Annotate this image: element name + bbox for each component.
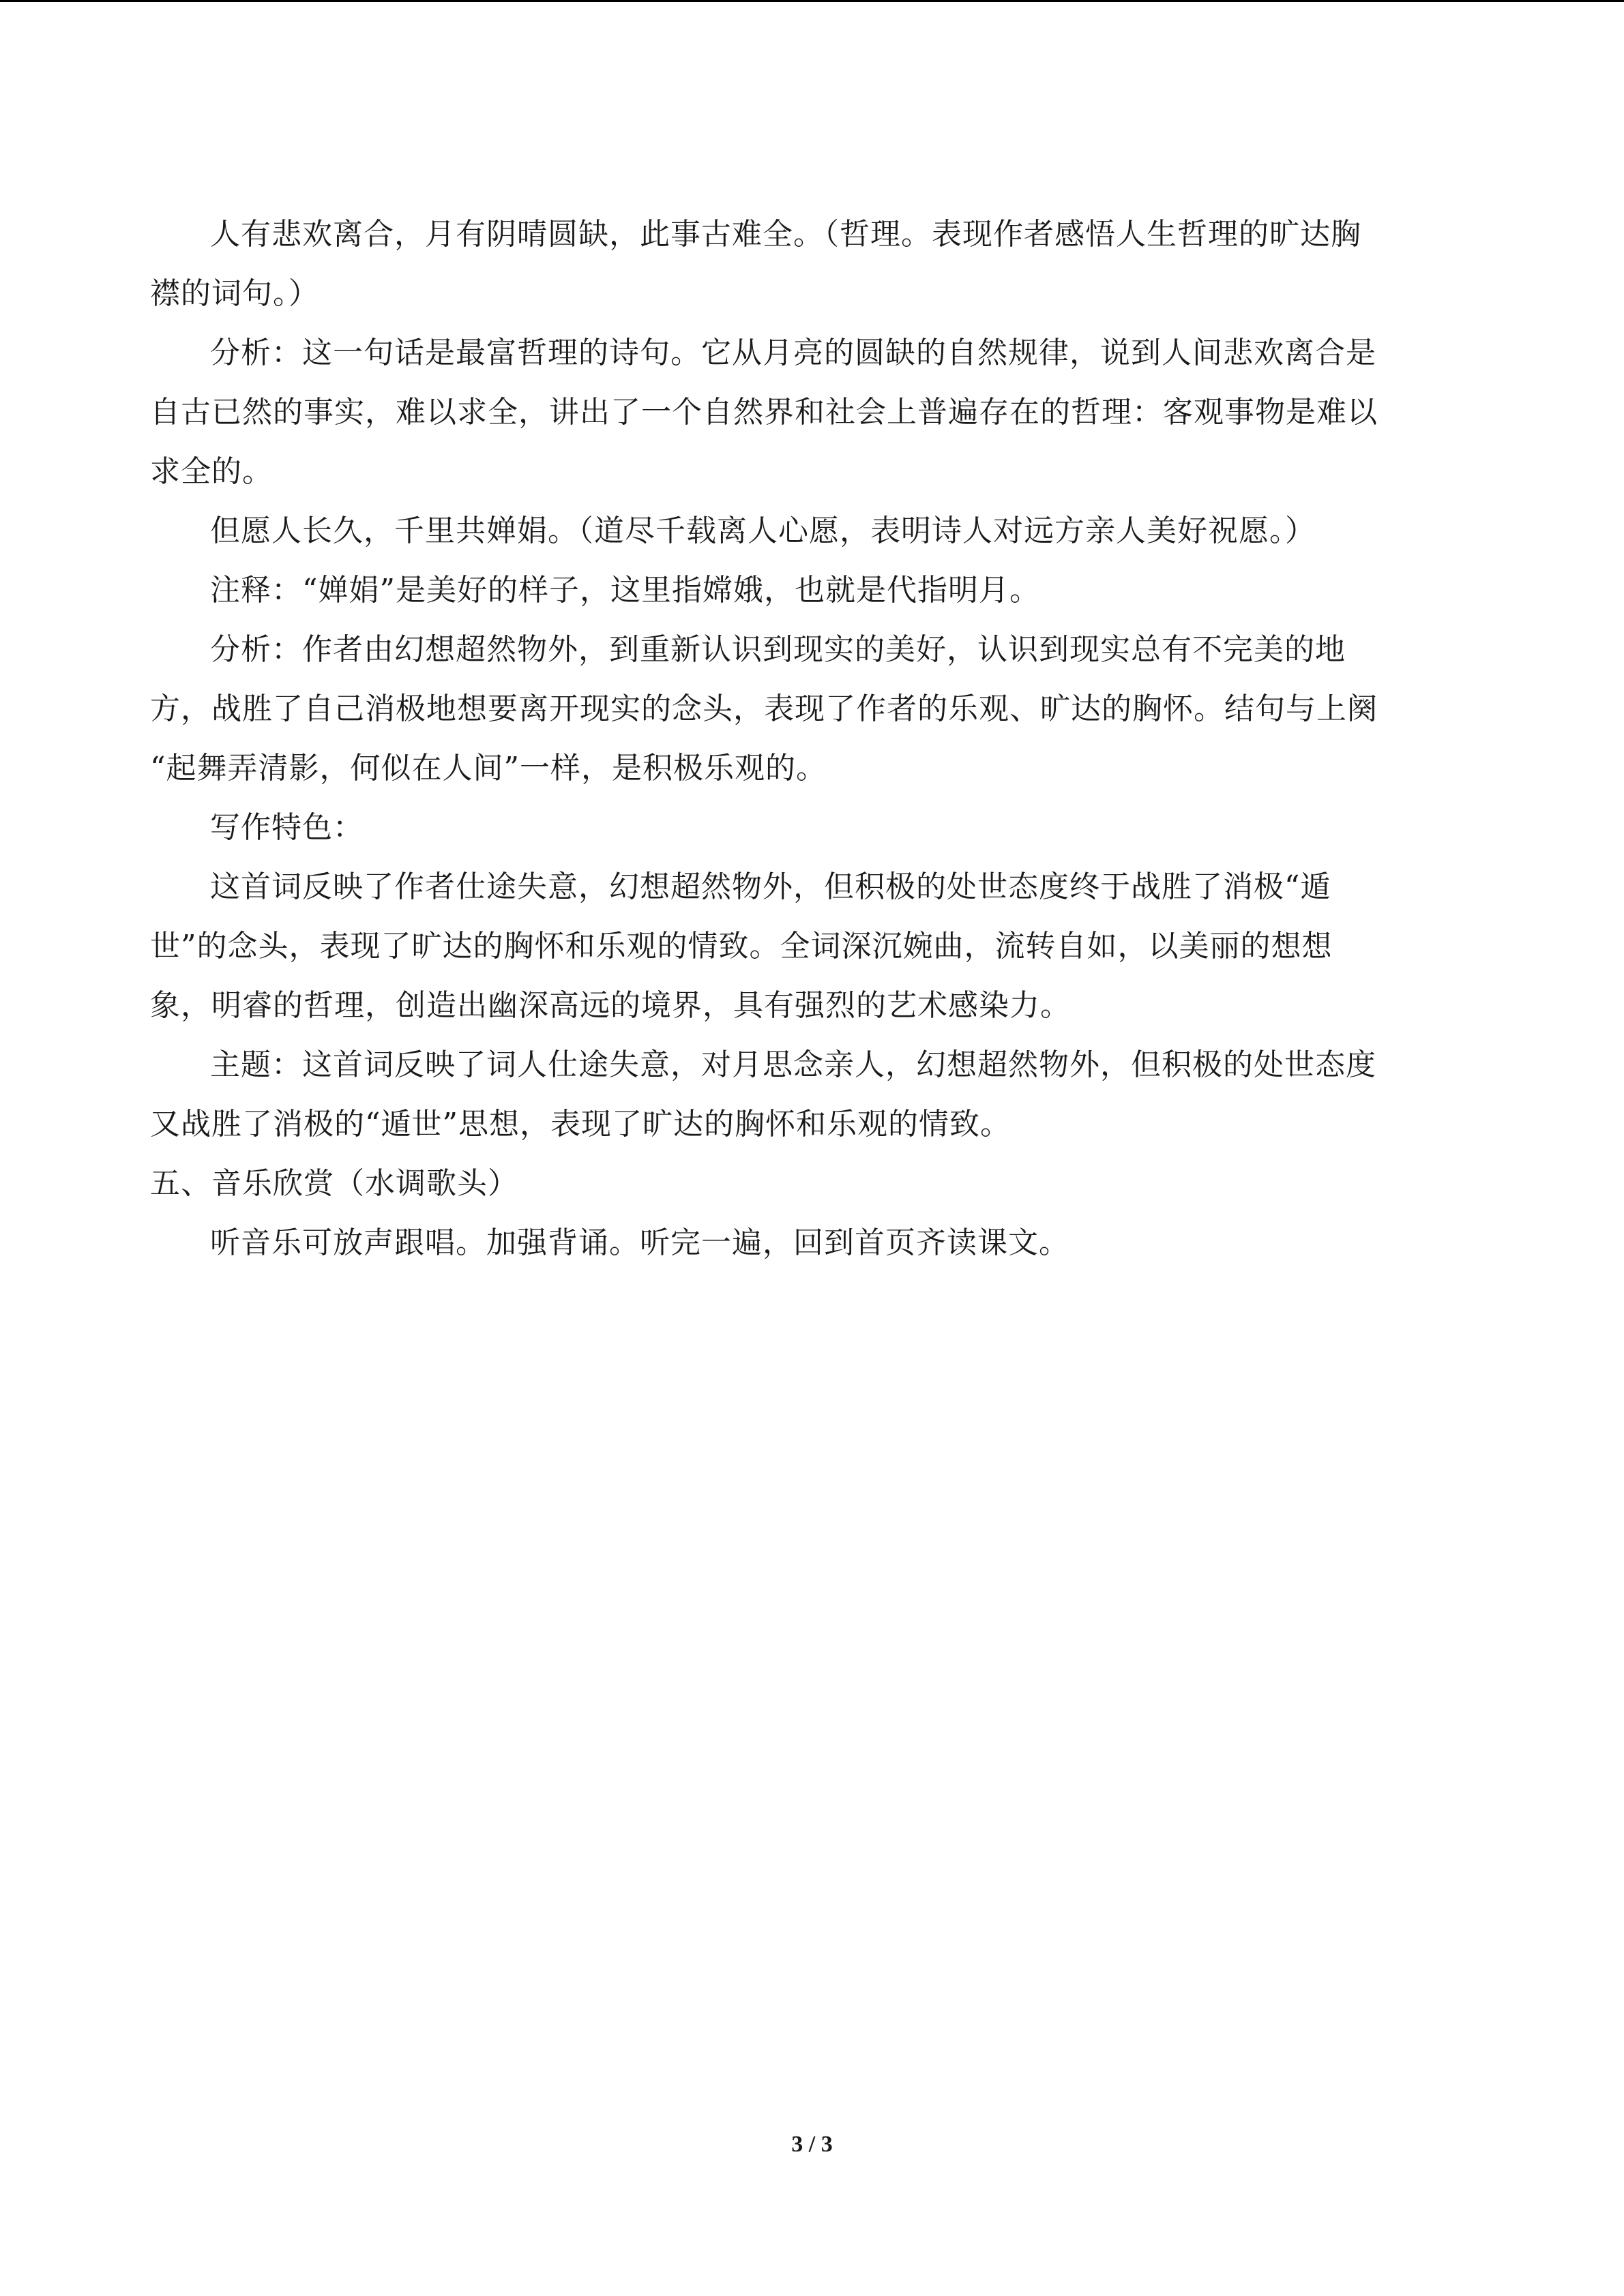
text-line: 自古已然的事实，难以求全，讲出了一个自然界和社会上普遍存在的哲理：客观事物是难以 xyxy=(150,395,1378,430)
document-body xyxy=(150,205,1460,1272)
text-line: “起舞弄清影，何似在人间”一样，是积极乐观的。 xyxy=(150,751,827,786)
text-line: 襟的词句。） xyxy=(150,276,319,311)
text-line: 分析：作者由幻想超然物外，到重新认识到现实的美好，认识到现实总有不完美的地 xyxy=(210,632,1346,667)
text-line: 分析：这一句话是最富哲理的诗句。它从月亮的圆缺的自然规律，说到人间悲欢离合是 xyxy=(210,336,1376,370)
text-line: 方，战胜了自己消极地想要离开现实的念头，表现了作者的乐观、旷达的胸怀。结句与上阕 xyxy=(150,691,1378,726)
text-line: 但愿人长久，千里共婵娟。（道尽千载离人心愿，表明诗人对远方亲人美好祝愿。） xyxy=(210,513,1316,548)
text-line: 象，明睿的哲理，创造出幽深高远的境界，具有强烈的艺术感染力。 xyxy=(150,988,1071,1023)
text-line: 主题：这首词反映了词人仕途失意，对月思念亲人，幻想超然物外，但积极的处世态度 xyxy=(210,1047,1376,1082)
text-line: 求全的。 xyxy=(150,454,273,489)
text-line: 听音乐可放声跟唱。加强背诵。听完一遍，回到首页齐读课文。 xyxy=(210,1225,1069,1260)
text-line: 这首词反映了作者仕途失意，幻想超然物外，但积极的处世态度终于战胜了消极“遁 xyxy=(210,869,1331,904)
text-line: 注释：“婵娟”是美好的样子，这里指嫦娥，也就是代指明月。 xyxy=(210,573,1040,608)
section-heading: 写作特色： xyxy=(210,810,364,845)
section-heading: 五、音乐欣赏（水调歌头） xyxy=(150,1166,518,1201)
text-line: 又战胜了消极的“遁世”思想，表现了旷达的胸怀和乐观的情致。 xyxy=(150,1107,1011,1142)
top-border-line xyxy=(0,0,1624,2)
text-line: 人有悲欢离合，月有阴晴圆缺，此事古难全。（哲理。表现作者感悟人生哲理的旷达胸 xyxy=(210,217,1361,252)
text-line: 世”的念头，表现了旷达的胸怀和乐观的情致。全词深沉婉曲，流转自如，以美丽的想想 xyxy=(150,929,1333,964)
page-number: 3 / 3 xyxy=(791,2132,833,2157)
